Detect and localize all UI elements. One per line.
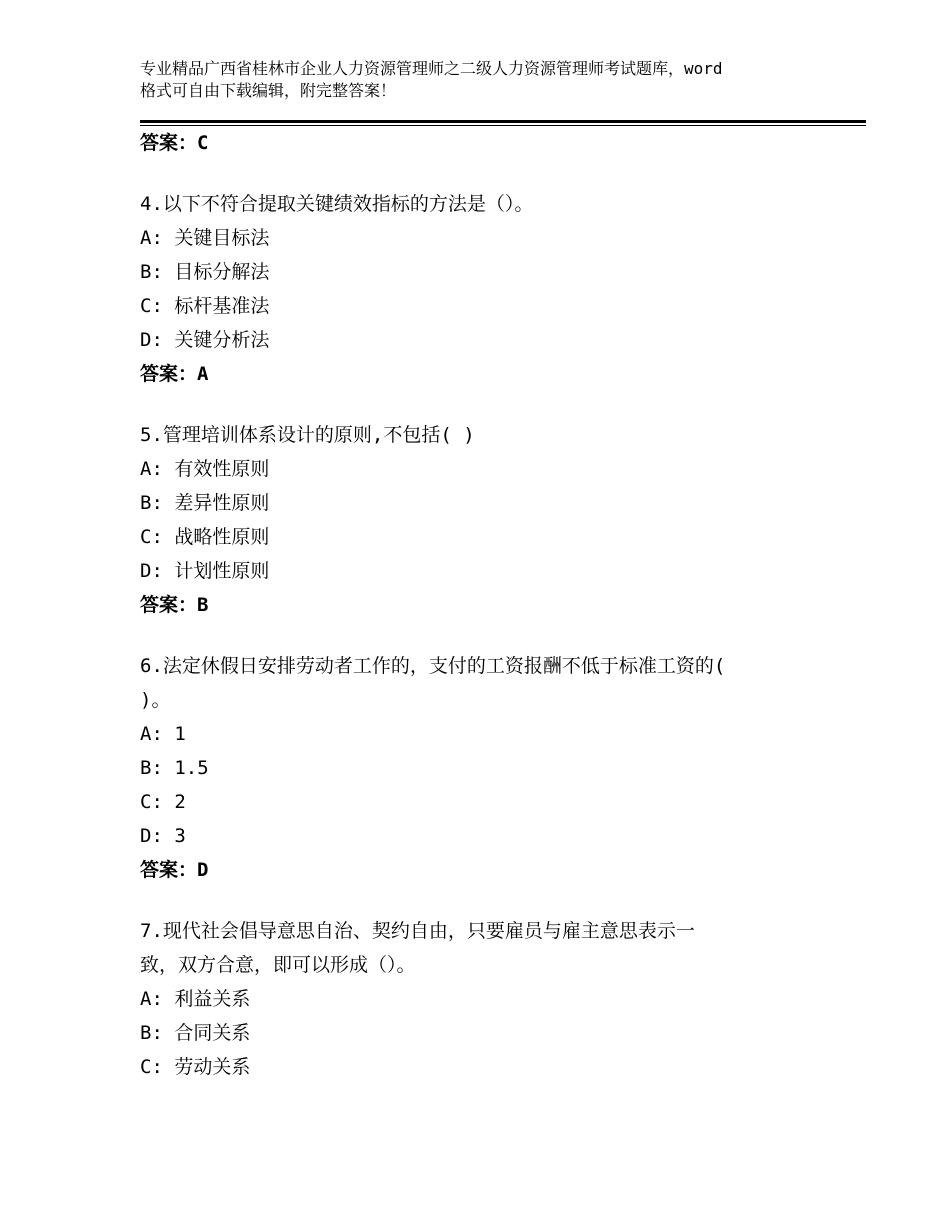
question-stem: 4.以下不符合提取关键绩效指标的方法是（）。 [140,193,534,215]
option-d: D: 3 [140,825,186,847]
question-stem-line-1: 7.现代社会倡导意思自治、契约自由，只要雇员与雇主意思表示一 [140,920,695,942]
answer: 答案：D [140,859,209,881]
option-b: B: 差异性原则 [140,492,270,514]
question-stem: 5.管理培训体系设计的原则,不包括( ) [140,424,475,446]
option-d: D: 关键分析法 [140,329,270,351]
question-5 [140,418,840,622]
option-c: C: 战略性原则 [140,526,270,548]
document-header [140,58,830,102]
previous-answer: 答案：C [140,132,209,154]
question-stem-line-1: 6.法定休假日安排劳动者工作的，支付的工资报酬不低于标准工资的( [140,655,726,677]
header-line-1: 专业精品广西省桂林市企业人力资源管理师之二级人力资源管理师考试题库，word [140,59,723,78]
answer: 答案：A [140,363,209,385]
option-a: A: 关键目标法 [140,227,270,249]
option-a: A: 利益关系 [140,988,251,1010]
option-d: D: 计划性原则 [140,560,270,582]
answer: 答案：B [140,594,209,616]
question-6 [140,649,840,887]
option-c: C: 2 [140,791,186,813]
option-c: C: 标杆基准法 [140,295,270,317]
question-stem-line-2: 致，双方合意，即可以形成（）。 [140,954,416,976]
option-a: A: 有效性原则 [140,458,270,480]
header-line-2: 格式可自由下载编辑，附完整答案！ [140,81,397,100]
question-4 [140,187,840,391]
option-b: B: 1.5 [140,757,209,779]
option-b: B: 合同关系 [140,1022,251,1044]
header-rule-thick [140,120,866,123]
option-a: A: 1 [140,723,186,745]
option-c: C: 劳动关系 [140,1056,251,1078]
question-7 [140,914,840,1084]
question-stem-line-2: )。 [140,689,171,711]
option-b: B: 目标分解法 [140,261,270,283]
question-list [140,126,840,1084]
